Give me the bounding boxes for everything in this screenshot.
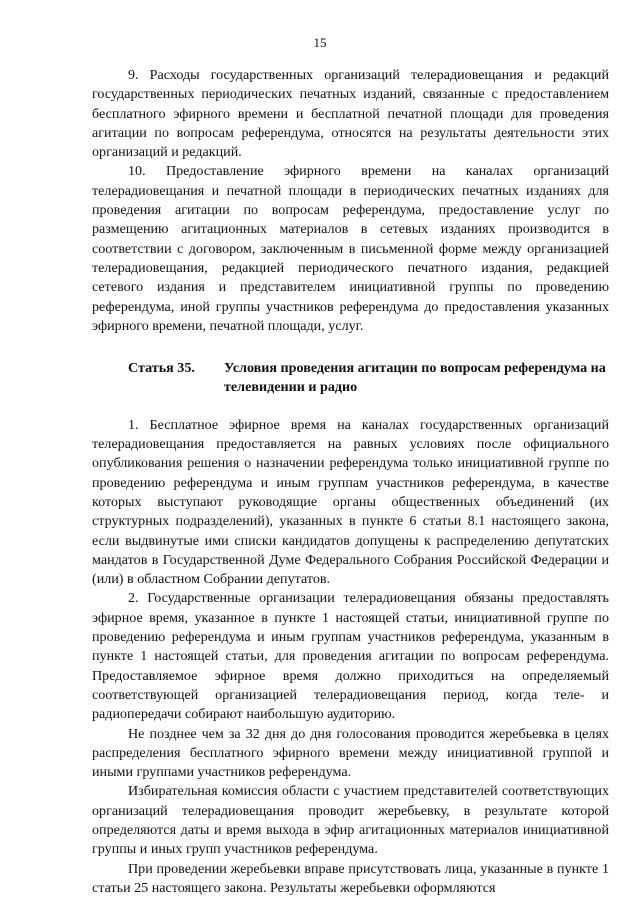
paragraph-commission-draw: Избирательная комиссия области с участием представителей соответствующих организаций телерадиовещания проводит жеребьевку, в результате которой определяются даты и время выхода в эфир агитационных материалов инициативной группы и иных групп участников референдума.: [92, 783, 609, 858]
paragraph-item-1: 1. Бесплатное эфирное время на каналах государственных организаций телерадиовещания предоставляется на равных условиях после официального опубликования решения о назначении референдума только инициативной группе по проведению референдума и иным группам участников референдума, в качестве которых выступают руководящие органы общественных объединений (их структурных подразделений), указанных в пункте 6 статьи 8.1 настоящего закона, если выдвинутые ими списки кандидатов допущены к распределению депутатских мандатов в Государственной Думе Федерального Собрания Российской Федерации и (или) в областном Собрании депутатов.: [92, 416, 609, 588]
article-number: Статья 35.: [128, 360, 195, 377]
paragraph-item-10: 10. Предоставление эфирного времени на каналах организаций телерадиовещания и печатной площади в периодических печатных изданиях для проведения агитации по вопросам референдума, предоставление услуг по размещению агитационных материалов в сетевых изданиях производится в соответствии с договором, заключенным в письменной форме между организацией телерадиовещания, редакцией периодического печатного издания, редакцией сетевого издания и представителем инициативной группы по проведению референдума, иной группы участников референдума до предоставления указанных эфирного времени, печатной площади, услуг.: [92, 163, 609, 334]
document-body: [92, 66, 609, 898]
page-number: 15: [313, 35, 327, 50]
paragraph-item-9: 9. Расходы государственных организаций телерадиовещания и редакций государственных периодических печатных изданий, связанные с предоставлением бесплатного эфирного времени и бесплатной печатной площади для проведения агитации по вопросам референдума, относятся на результаты деятельности этих организаций и редакций.: [92, 67, 609, 161]
paragraph-draw-attendance: При проведении жеребьевки вправе присутствовать лица, указанные в пункте 1 статьи 25 настоящего закона. Результаты жеребьевки оформляются: [92, 860, 609, 896]
article-title: Условия проведения агитации по вопросам референдума на телевидении и радио: [224, 360, 606, 396]
paragraph-draw-deadline: Не позднее чем за 32 дня до дня голосования проводится жеребьевка в целях распределения бесплатного эфирного времени между инициативной группой и иными группами участников референдума.: [92, 725, 609, 781]
article-heading: [92, 359, 609, 398]
paragraph-item-2: 2. Государственные организации телерадиовещания обязаны предоставлять эфирное время, указанное в пункте 1 настоящей статьи, инициативной группе по проведению референдума и иным группам участников референдума, указанным в пункте 1 настоящей статьи, для проведения агитации по вопросам референдума. Предоставляемое эфирное время должно приходиться на определяемый соответствующей организацией телерадиовещания период, когда теле- и радиопередачи собирают наибольшую аудиторию.: [92, 590, 609, 723]
